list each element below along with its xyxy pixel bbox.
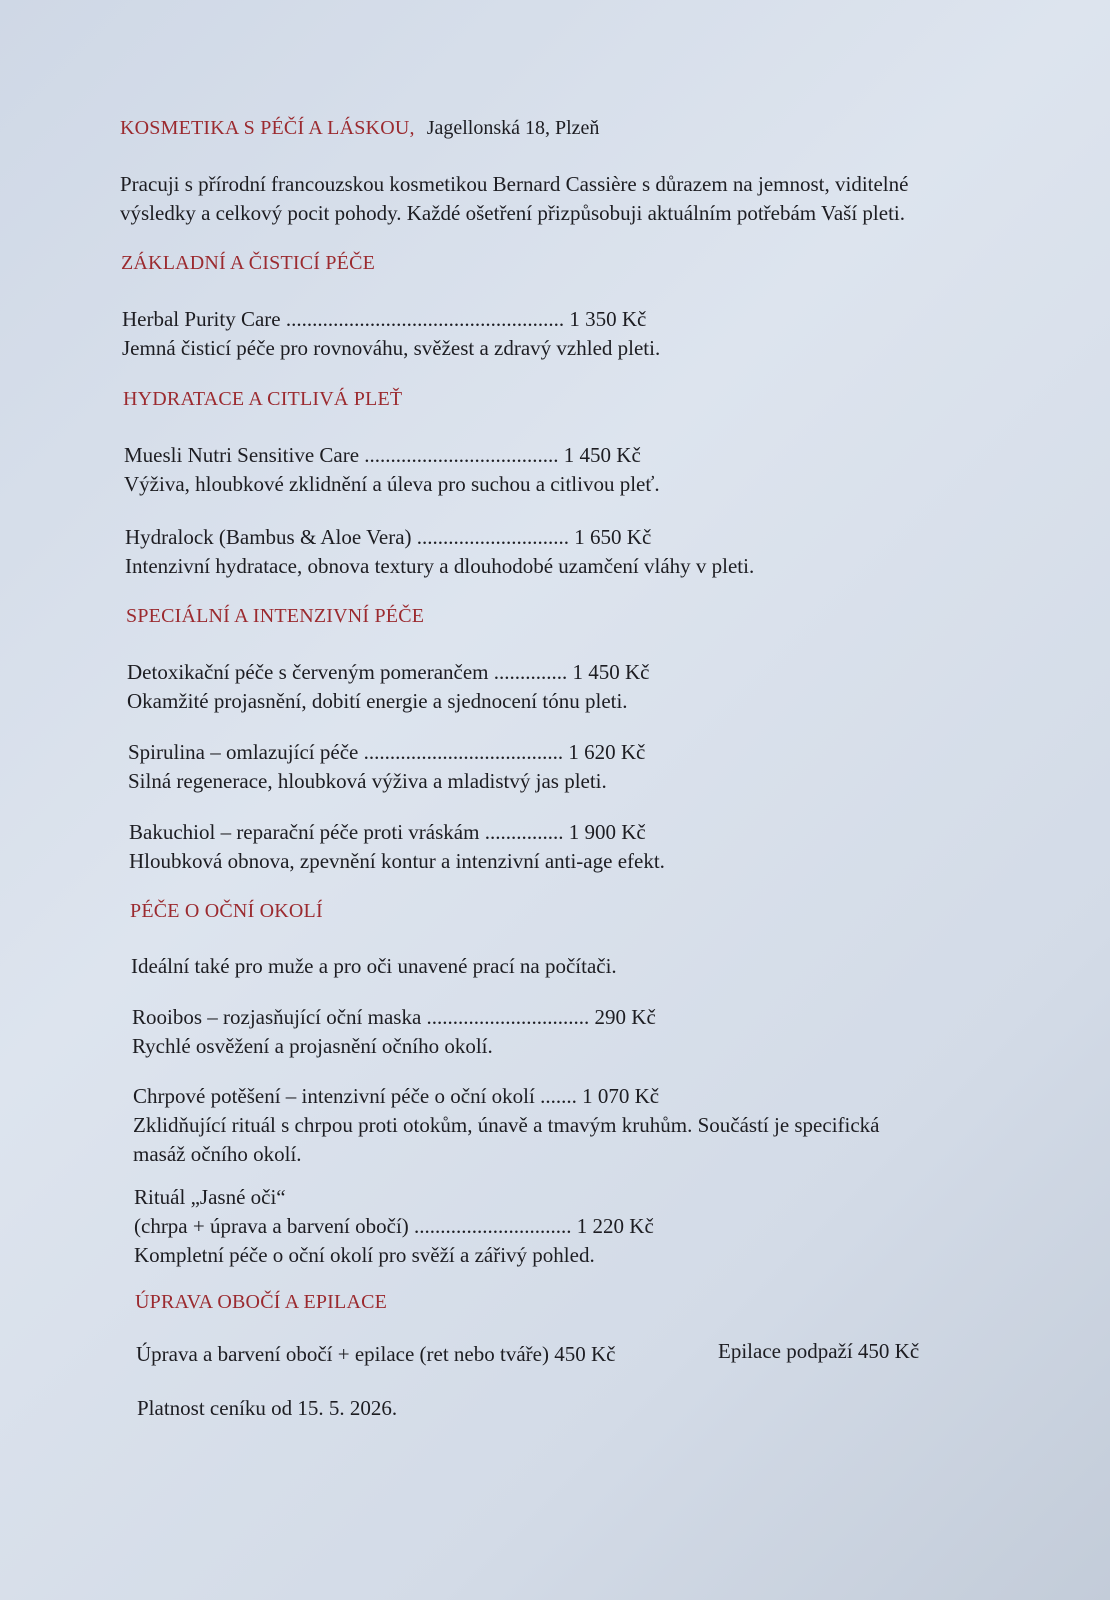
service-description: Výživa, hloubkové zklidnění a úleva pro suchou a citlivou pleť. [124,472,660,496]
service-line: Hydralock (Bambus & Aloe Vera) ............................. 1 650 Kč [125,525,652,549]
service-line: Epilace podpaží 450 Kč [718,1339,920,1363]
service-line: Chrpové potěšení – intenzivní péče o oční okolí ....... 1 070 Kč [133,1084,660,1108]
service-line: Detoxikační péče s červeným pomerančem .............. 1 450 Kč [127,660,650,684]
service-item [127,658,650,716]
intro-line: Pracuji s přírodní francouzskou kosmetikou Bernard Cassière s důrazem na jemnost, viditelné [120,172,909,196]
section-title: SPECIÁLNÍ A INTENZIVNÍ PÉČE [126,605,425,627]
service-description: Kompletní péče o oční okolí pro svěží a zářivý pohled. [134,1243,595,1267]
section-title: HYDRATACE A CITLIVÁ PLEŤ [123,388,403,410]
service-description: Intenzivní hydratace, obnova textury a dlouhodobé uzamčení vláhy v pleti. [125,554,755,578]
service-item [134,1183,654,1270]
service-item [129,818,665,876]
business-address: Jagellonská 18, Plzeň [426,117,600,139]
intro-text [120,170,908,228]
service-description: Zklidňující rituál s chrpou proti otokům, únavě a tmavým kruhům. Součástí je specifická [133,1113,880,1137]
service-line: Bakuchiol – reparační péče proti vráskám ............... 1 900 Kč [129,820,646,844]
section-note: Ideální také pro muže a pro oči unavené prací na počítači. [131,954,617,978]
service-line: Spirulina – omlazující péče ...................................... 1 620 Kč [128,740,646,764]
service-line: Rooibos – rozjasňující oční maska ............................... 290 Kč [132,1005,656,1029]
service-item [128,738,645,796]
service-description: Hloubková obnova, zpevnění kontur a intenzivní anti-age efekt. [129,849,665,873]
service-description: Okamžité projasnění, dobití energie a sjednocení tónu pleti. [127,689,628,713]
service-item [133,1082,880,1169]
section-title: ZÁKLADNÍ A ČISTICÍ PÉČE [121,252,376,274]
service-item [125,523,754,581]
service-line: Herbal Purity Care ..................................................... 1 350 Kč [122,307,647,331]
section-title: PÉČE O OČNÍ OKOLÍ [130,900,323,922]
service-item [124,441,660,499]
service-description-cont: masáž očního okolí. [133,1142,302,1166]
service-item [132,1003,656,1061]
service-description: Rychlé osvěžení a projasnění očního okolí. [132,1034,493,1058]
intro-line: výsledky a celkový pocit pohody. Každé ošetření přizpůsobuji aktuálním potřebám Vaší pleti. [120,201,905,225]
header [120,114,599,142]
section-title: ÚPRAVA OBOČÍ A EPILACE [135,1291,388,1313]
service-line: Rituál „Jasné oči“ [134,1185,286,1209]
service-line: Úprava a barvení obočí + epilace (ret nebo tváře) 450 Kč [136,1342,616,1366]
business-name: KOSMETIKA S PÉČÍ A LÁSKOU, [120,117,415,139]
service-description: Silná regenerace, hloubková výživa a mladistvý jas pleti. [128,769,607,793]
service-description: Jemná čisticí péče pro rovnováhu, svěžest a zdravý vzhled pleti. [122,336,661,360]
price-list-validity: Platnost ceníku od 15. 5. 2026. [137,1396,398,1420]
service-line-cont: (chrpa + úprava a barvení obočí) .............................. 1 220 Kč [134,1214,654,1238]
service-line: Muesli Nutri Sensitive Care ..................................... 1 450 Kč [124,443,641,467]
service-item [122,305,660,363]
